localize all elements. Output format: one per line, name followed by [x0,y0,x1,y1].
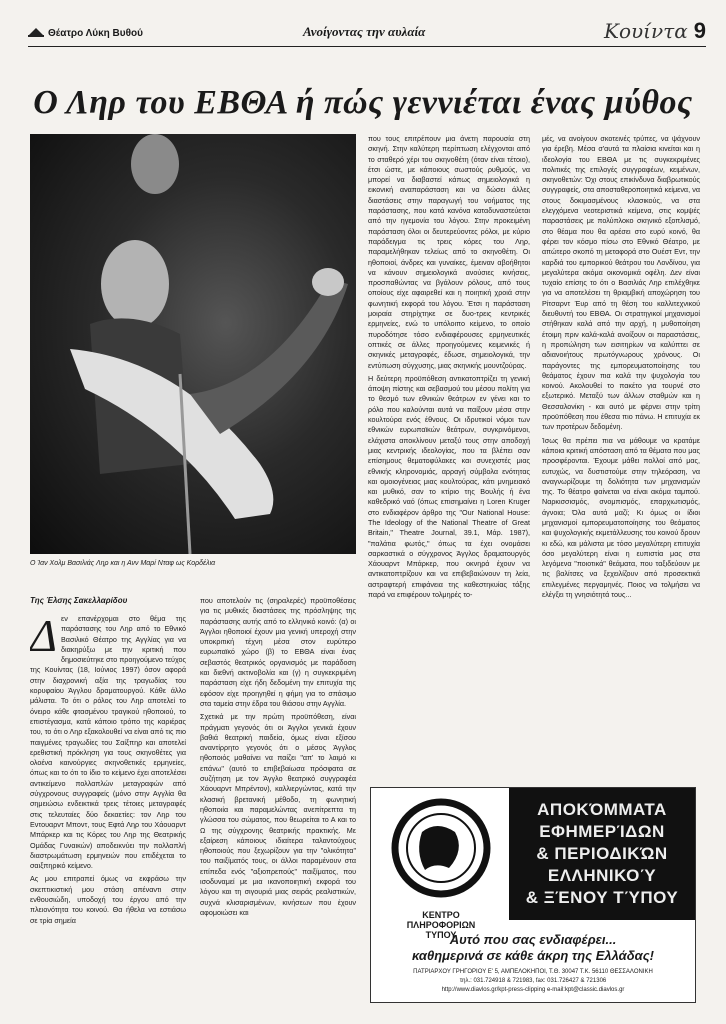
header-left [28,26,143,40]
paragraph: Σχετικά με την πρώτη προϋπόθεση, είναι πράγματι γεγονός ότι οι Άγγλοι γενικά έχουν βαθιά θεατρική παιδεία, όμως είναι εξίσου αναντίρρητο γεγονός ότι ο μέσος Άγγλος ηθοποιός μαθαίνει να παίζει "απ' το λαιμό κι επάνω" (αυτό το επιβεβαίωσα πρόσφατα σε συζήτηση με τον Άγγλο θεατρικό συγγραφέα Χάουαρντ Μπρέντον), καλλιεργώντας, κατά την κλασική βρετανική μέθοδο, τη φωνητική ηθοποιία και παραμελώντας ανεπίτρεπτα τη γλώσσα του σώματος, που θεωρείται το Α και το Ω της σύγχρονης θεατρικής πρακτικής. Με εξαίρεση κάποιους ιδιαίτερα ταλαντούχους ηθοποιούς που ξεχωρίζουν για την "ολικότητα" του παιξίματός τους, οι άλλοι παραμένουν στα επίπεδα ενός "αξιοπρεπούς" παιξίματος, που ισοδυναμεί με μια ικανοποιητική εκφορά του λόγου και τη σιγουριά μιας σειράς ρεαλιστικών, συχνά κλισαρισμένων, κινήσεων που έχουν αφομοιώσει και [200,712,356,917]
paragraph: μές, να ανοίγουν σκοτεινές τρύπες, να ψάχνουν για έρεβη. Μέσα σ'αυτά τα πλαίσια κινείται και η ιδεολογία του ΕΒΘΑ με τις συγκεκριμένες πολιτικές της επιλογές συγγραφέων, κειμένων, σκηνοθετών: Όχι στους επικίνδυνα διαβρωτικούς συγγραφείς, στα αποσταθεροποιητικά κείμενα, να στους δοκιμασμένους κλασικούς, να στα ελεγχόμενα νεοτεριστικά κείμενα, στις κομψές παραστάσεις με πολύπλοκο σκηνικό εξοπλισμό, στο θέαμα που θα αρέσει στο ευρύ κοινό, θα φέρει τον κόσμο πίσω στο Εθνικό Θέατρο, με απώτερο σκοπό τη μεταφορά στο Ουέστ Εντ, την καρδιά του εμπορικού θεάτρου του Λονδίνου, για μεγαλύτερα ακόμα οικονομικά οφέλη. Δεν είναι τυχαίο επίσης το ότι ο Βασιλιάς Ληρ επιλέχθηκε για να αποτελέσει τη θριαμβική αποχώρηση του Ρίτσαρντ Έυρ από τη θέση του καλλιτεχνικού διευθυντή του ΕΒΘΑ. Οι στρατηγικοί μηχανισμοί στήθηκαν καλά από την αρχή, η μυθοποίηση έτοιμη πριν καλά-καλά ανοίξουν οι παραστάσεις, η προπώληση των εισιτηρίων να καλύπτει σε αδιανοιήτους πρωτόγνωρους χρόνους. Οι παράγοντες της εμπορευματοποίησης του θεάματος έχουν πια καλά την ψυχολογία του κοινού. Ακολουθεί το πακέτο για τουρνέ στο εξωτερικό. Μεταξύ των άλλων σταθμών και η Θεσσαλονίκη - και αυτό με φέρνει στην τρίτη προϋπόθεση που έθεσα πιο πάνω. Η επιτυχία εκ των προτέρων δεδομένη. [542,134,700,432]
ad-address: ΠΑΤΡΙΑΡΧΟΥ ΓΡΗΓΟΡΙΟΥ Ε' 5, ΑΜΠΕΛΟΚΗΠΟΙ, Τ.Θ. 30047 Τ.Κ. 56110 ΘΕΣΣΑΛΟΝΙΚΗ [413,969,653,975]
paragraph: Ας μου επιτραπεί όμως να εκφράσω την σκεπτικιστική μου στάση απέναντι στην ενθουσιώδη, υποδοχή του έργου από την πλειονότητα του κοινού. Θα ήθελα να εστιάσω σε τρία σημεία [30,874,186,925]
page-header [28,18,706,47]
ad-phone: τηλ.: 031.724918 & 721983, fax: 031.726427 & 721306 [459,978,607,984]
ad-banner-line: ΑΠΟΚΌΜΜΑΤΑ [537,800,667,819]
article-title: Ο Ληρ του ΕΒΘΑ ή πώς γεννιέται ένας μύθος [33,84,693,121]
byline: Της Έλσης Σακελλαρίδου [30,596,128,605]
ad-contact-info [371,968,695,995]
drop-cap: Δ [30,614,57,661]
section-label: Ανοίγοντας την αυλαία [303,24,426,39]
article-column-2 [200,596,356,1014]
ad-banner [509,788,695,920]
header-right [604,18,706,44]
press-clipping-advertisement [370,787,696,1003]
ad-org-line: ΚΕΝΤΡΟ [422,910,460,920]
article-column-4 [542,134,700,774]
ad-banner-line: ΕΦΗΜΕΡΊΔΩΝ [539,822,665,841]
ad-slogan [371,932,695,964]
photo-caption: Ο Ίαν Χολμ Βασιλιάς Ληρ και η Ανν Μαρί Νταφ ως Κορδέλια [30,560,216,567]
paragraph: εν επανέρχομαι στο θέμα της παράστασης του Ληρ από το Εθνικό Βασιλικό Θέατρο της Αγγλίας για να διακηρύξω με την κριτική που δημοσιεύτηκε στο προηγούμενο τεύχος της Κουίντας (18, Ιούνιος 1997) όσον αφορά στην διαχρονική αξία της τραγωδίας του κορυφαίου Άγγλου δραματουργού. Κάθε άλλο μάλιστα. Το ότι ο ρόλος του Ληρ αποτελεί το όνειρο κάθε φτασμένου τραγικού ηθοποιού, το επιστέγασμα, κατά κάποιο τρόπο της καριέρας του, το ότι ο Ληρ εξακολουθεί να είναι από τις πιο παιγμένες τραγωδίες του Σαίξπηρ και αποτελεί ερεθιστική πρόκληση για τους σκηνοθέτες για ολοένα καινούργιες σκηνοθετικές ερμηνείες, όπως και το ότι το ίδιο το κείμενο έχει αποτελέσει αντικείμενο πολλαπλών μεταγραφών από σύγχρονους συγγραφείς (μόνο στην Αγγλία θα σημειώσω ενδεικτικά τρεις τέτοιες μεταγραφές στις τελευταίες δύο δεκαετίες: τον Ληρ του Εντουαρντ Μποντ, τους Εφτά Ληρ του Χάουαρντ Μπάρκερ και τις Κόρες του Ληρ της Θεατρικής Ομάδας Γυναικών) αποδεικνύει την πολλαπλή διαστρωμάτωση ερμηνειών που επιδέχεται το σαιξπηρικό κείμενο. [30,614,186,871]
globe-logo-icon [377,792,505,920]
article-column-1 [30,614,186,1014]
header-left-label: Θέατρο Λύκη Βυθού [48,27,143,39]
page-number: 9 [693,18,706,43]
paragraph: Ίσως θα πρέπει πια να μάθουμε να κρατάμε κάποια κριτική απόσταση από τα θέματα που μας προσφέρονται. Έχουμε μάθει πολλοί από μας, ευτυχώς, να δυστιστούμε στην τηλεόραση, να αναγνωρίζουμε τη δολιότητα των μηχανισμών της. Το θέατρο φαίνεται να είναι ακόμα ταμπού. Ναρκισσισμός, σνομπισμός, επαρχιωτισμός, άγνοια; Όλα αυτά μαζί; Κι όμως οι ίδιοι μηχανισμοί εμπορευματοποίησης του θεάματος και ψυχολογικής εκμετάλλευσης του κοινού δρουν κι εδώ, και μάλιστα με τόσο μεγαλύτερη επιτυχία όσο μεγαλύτερη είναι η ευπιστία μας στα λεγόμενα "ποιοτικά" θεάματα, που ταξιδεύουν με τις βαλίτσες να ξεχειλίζουν από προσεκτικά επιλεγμένες περγαμηνές. Ποιος να τολμήσει να ελέγξει τη γνησιότητά τους... [542,435,700,600]
ad-banner-line: & ΞΈΝΟΥ ΤΎΠΟΥ [525,888,679,907]
ad-banner-line: & ΠΕΡΙΟΔΙΚΏΝ [536,844,668,863]
article-photo [30,134,356,554]
ad-org-line: ΤΥΠΟΥ [425,930,457,940]
theatre-logo-icon [28,26,44,40]
ad-slogan-line: καθημερινά σε κάθε άκρη της Ελλάδας! [412,948,654,963]
paragraph: Η δεύτερη προϋπόθεση αντικατοπτρίζει τη γενική άποψη πίστης και σεβασμού του μέσου πολίτη για το θεσμό των εθνικών θεάτρων εν γένει και το ρόλο που καλούνται αυτά να παίξουν μέσα στην κουλτούρα ενός έθνους. Οι ιδρυτικοί νόμοι των εθνικών ευρωπαϊκών θεάτρων, συγκρινόμενοι, ελάχιστα αποκλίνουν μεταξύ τους στην αποδοχή μιας κεντρικής ιδεολογίας, που τα βλέπει σαν επίσημους θεματοφύλακες και συνεχιστές μιας εθνικής κληρονομιάς, αρραγή σύμβολα ενότητας και ομοιογένειας μιας κουλτούρας, κάτι μνημειακό και μυθικό, σαν το κτίριο της Βουλής ή ένα καθεδρικό ναό (όπως επισημαίνει η Loren Kruger στο ενδιαφέρον άρθρο της "Our National House: The Ideology of the National Theatre of Great Britain," Theatre Journal, 39.1, Μάρ. 1987), "παλάτια φωτός," όπως τα έχει ονομάσει σαρκαστικά ο σύγχρονος Άγγλος δραματουργός Χάουαρντ Μπάρκερ, που οκνηρά έχουν να αντικατοπτρίζουν και να επιβεβαιώνουν τη λεία, αστραφτερή επιφάνεια της καθεστηκυίας τάξης παρά να επιφέρουν τολμηρές το- [368,373,530,600]
ad-slogan-line: Αυτό που σας ενδιαφέρει... [449,932,617,947]
ad-web: http://www.diavlos.gr/kpt-press-clipping e-mail:kpt@classic.diavlos.gr [441,987,625,993]
magazine-brand: Κουίντα [604,19,688,43]
ad-banner-line: ΕΛΛΗΝΙΚΟΎ [547,866,657,885]
paragraph: που τους επιτρέπουν μια άνετη παρουσία στη σκηνή. Στην καλύτερη περίπτωση ελέγχονται από το σταθερό χέρι του σκηνοθέτη (όταν είναι τέτοιο), έτσι ώστε, με κάποιους σωστούς ρυθμούς, να μπορεί να διαβαστεί κάπως σημειολογικά η εικονική αναπαράσταση και να δώσει άλλες διαστάσεις στην παραγωγή του νοήματος της παράστασης, που κατά κανόνα καταδυναστεύεται από την ηγεμονία του λόγου. Στην προκειμένη παράσταση όλοι οι δευτερεύοντες ρόλοι, με κύριο παράδειγμα τις τρεις κόρες του Ληρ, παραμελήθηκαν τελείως από το σκηνοθέτη. Οι ηθοποιοί, άνδρες και γυναίκες, έμειναν αβοήθητοι να κάνουν σημειολογικά ανούσιες κινήσεις, προσπαθώντας να βγάλουν ρόλους, από τους οποίους είχε αφαιρεθεί και η ποιητική χροιά στην φωνητική εκφορά του λόγου. Έτσι η παράσταση μοιραία στηρίχτηκε σε δυο-τρεις κεντρικές ερμηνείες, ενώ το υπόλοιπο κείμενο, το οποίο πυροδότησε τόσο ενδιαφέρουσες ερμηνευτικές οπτικές σε άλλες προηγούμενες κειμενικές ή σκηνικές μεταγραφές, έδωσε, σημειολογικά, την εντύπωση σύγχυσης, μιας σκηνικής μουντζούρας. [368,134,530,370]
ad-org-line: ΠΛΗΡΟΦΟΡΙΩΝ [406,920,476,930]
paragraph: που αποτελούν τις (σηραλερές) προϋποθέσεις για τις μυθικές διαστάσεις της πρόσληψης της παράστασης αυτής από το ελληνικό κοινό: (α) οι Άγγλοι ηθοποιοί έχουν μια γενική υπεροχή στην υποκριτική τέχνη μέσα στον ευρύτερο ευρωπαϊκό χώρο (β) το ΕΒΘΑ είναι ένας σεβαστός θεατρικός οργανισμός με παράδοση και διεθνή ακτινοβολία και (γ) η συγκεκριμένη παράσταση είχε ήδη δεδομένη την επιτυχία της εφόσον είχε προηγηθεί η φήμη για το σπάσιμο στα ταμεία στην έδρα του θιάσου στην Αγγλία. [200,596,356,708]
